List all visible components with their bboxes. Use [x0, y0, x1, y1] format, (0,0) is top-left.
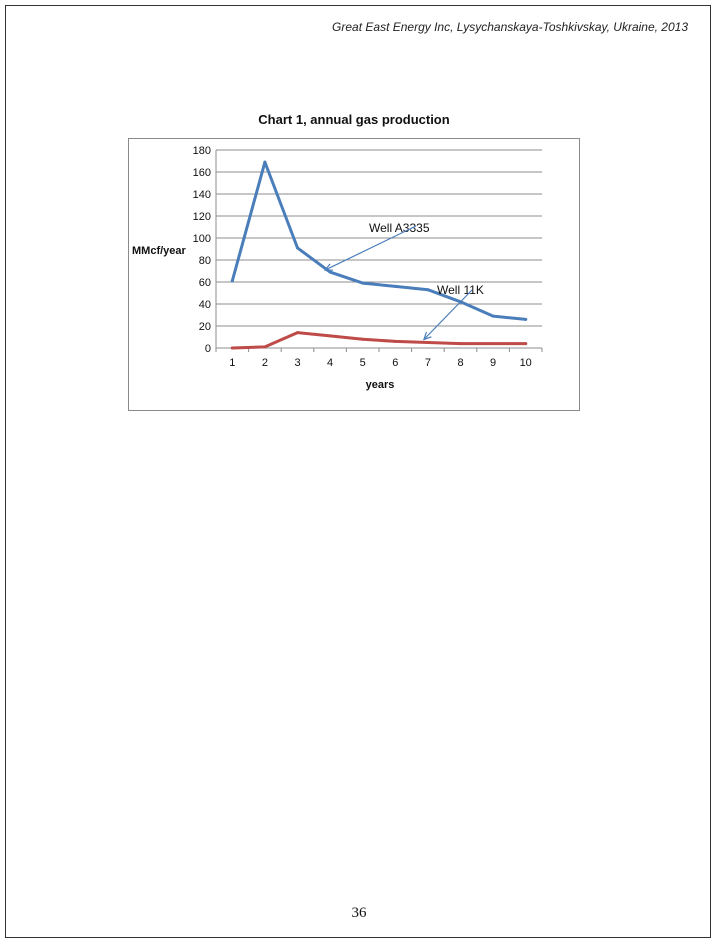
- data-point: [361, 282, 364, 285]
- y-tick-label: 100: [192, 233, 211, 245]
- chart-frame: [128, 138, 580, 411]
- data-point: [329, 334, 332, 337]
- data-point: [394, 285, 397, 288]
- y-tick-label: 0: [204, 343, 211, 355]
- x-tick-label: 10: [519, 357, 532, 369]
- data-point: [296, 331, 299, 334]
- chart-title: Chart 1, annual gas production: [258, 112, 450, 127]
- x-tick-label: 9: [490, 357, 497, 369]
- x-tick-label: 6: [392, 357, 399, 369]
- page-number: 36: [351, 905, 367, 921]
- x-tick-label: 2: [261, 357, 268, 369]
- y-tick-label: 40: [198, 299, 211, 311]
- x-tick-label: 7: [424, 357, 431, 369]
- y-tick-label: 80: [198, 255, 211, 267]
- x-tick-label: 3: [294, 357, 301, 369]
- data-point: [361, 338, 364, 341]
- page-header: Great East Energy Inc, Lysychanskaya-Toshkivskay, Ukraine, 2013: [332, 20, 688, 34]
- x-axis-label: years: [365, 379, 395, 391]
- data-point: [231, 347, 234, 350]
- y-tick-label: 60: [198, 277, 211, 289]
- y-axis-label: MMcf/year: [132, 245, 186, 257]
- annotation-label: Well 11K: [437, 283, 484, 297]
- data-point: [263, 345, 266, 348]
- y-tick-label: 120: [192, 211, 211, 223]
- annotation-label: Well A3335: [369, 221, 430, 235]
- data-point: [492, 342, 495, 345]
- y-tick-label: 160: [192, 167, 211, 179]
- y-tick-label: 180: [192, 145, 211, 157]
- data-point: [459, 342, 462, 345]
- y-tick-label: 140: [192, 189, 211, 201]
- x-tick-label: 1: [229, 357, 236, 369]
- x-tick-label: 8: [457, 357, 464, 369]
- y-tick-label: 20: [198, 321, 211, 333]
- line-chart: [129, 139, 579, 410]
- data-point: [426, 341, 429, 344]
- x-tick-label: 4: [327, 357, 334, 369]
- data-point: [426, 288, 429, 291]
- data-point: [524, 342, 527, 345]
- series-line-2: [232, 333, 525, 348]
- data-point: [296, 246, 299, 249]
- data-point: [329, 271, 332, 274]
- data-point: [231, 279, 234, 282]
- data-point: [524, 318, 527, 321]
- data-point: [263, 161, 266, 164]
- data-point: [492, 315, 495, 318]
- x-tick-label: 5: [359, 357, 366, 369]
- data-point: [394, 340, 397, 343]
